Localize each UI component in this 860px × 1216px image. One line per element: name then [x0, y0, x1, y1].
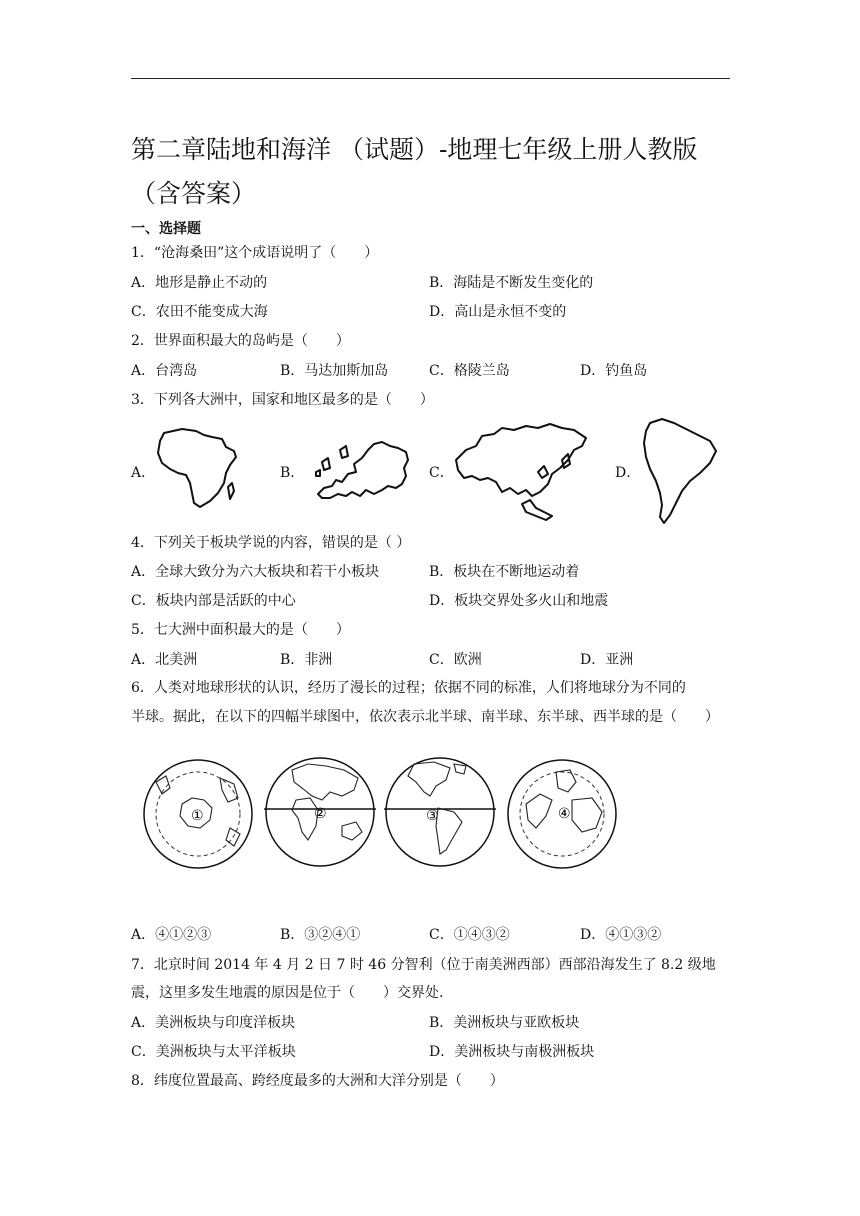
q5-option-d: D．亚洲: [580, 652, 634, 668]
header-rule: [131, 78, 730, 79]
q4-option-a: A．全球大致分为六大板块和若干小板块: [131, 564, 380, 580]
africa-outline-image: [152, 425, 242, 515]
q3-option-b: B．: [280, 465, 305, 481]
question-5-stem: 5．七大洲中面积最大的是（ ）: [131, 622, 350, 638]
europe-outline-image: [312, 438, 412, 500]
q1-option-d: D．高山是永恒不变的: [429, 304, 567, 320]
q1-option-c: C．农田不能变成大海: [131, 304, 268, 320]
q5-option-a: A．北美洲: [131, 652, 198, 668]
globe-1-south-pole-view: [142, 758, 254, 870]
question-7-stem-line1: 7．北京时间 2014 年 4 月 2 日 7 时 46 分智利（位于南美洲西部）西部沿海发生了 8.2 级地: [131, 957, 716, 973]
q1-option-a: A．地形是静止不动的: [131, 275, 268, 291]
section-heading: 一、选择题: [131, 221, 201, 237]
question-8-stem: 8．纬度位置最高、跨经度最多的大洲和大洋分别是（ ）: [131, 1073, 504, 1089]
asia-outline-image: [452, 420, 592, 524]
globe-1-label: ①: [191, 808, 204, 824]
question-3-stem: 3．下列各大洲中，国家和地区最多的是（ ）: [131, 392, 434, 408]
globe-4-label: ④: [558, 806, 571, 822]
globe-3-western-hemisphere: [384, 756, 496, 868]
q6-option-d: D．④①③②: [580, 927, 662, 943]
globe-2-label: ②: [314, 806, 327, 822]
doc-title-suffix: （含答案）: [131, 179, 257, 208]
q4-option-d: D．板块交界处多火山和地震: [429, 593, 609, 609]
question-1-stem: 1．“沧海桑田”这个成语说明了（ ）: [131, 245, 379, 261]
question-6-stem-line1: 6．人类对地球形状的认识，经历了漫长的过程；依据不同的标准，人们将地球分为不同的: [131, 680, 686, 696]
q3-option-c: C．: [429, 465, 454, 481]
south-america-outline-image: [640, 415, 720, 527]
question-7-stem-line2: 震，这里多发生地震的原因是位于（ ）交界处.: [131, 985, 444, 1001]
globe-2-eastern-hemisphere: [264, 756, 376, 868]
q2-option-c: C．格陵兰岛: [429, 363, 510, 379]
q4-option-c: C．板块内部是活跃的中心: [131, 593, 296, 609]
doc-title: 第二章陆地和海洋 （试题）-地理七年级上册人教版: [131, 135, 698, 164]
q1-option-b: B．海陆是不断发生变化的: [429, 275, 594, 291]
q2-option-a: A．台湾岛: [131, 363, 198, 379]
question-6-stem-line2: 半球。据此，在以下的四幅半球图中，依次表示北半球、南半球、东半球、西半球的是（ ）: [131, 709, 719, 725]
q3-option-d: D．: [615, 465, 641, 481]
q2-option-b: B．马达加斯加岛: [280, 363, 389, 379]
q7-option-c: C．美洲板块与太平洋板块: [131, 1044, 296, 1060]
q5-option-b: B．非洲: [280, 652, 333, 668]
question-2-stem: 2．世界面积最大的岛屿是（ ）: [131, 333, 350, 349]
q7-option-b: B．美洲板块与亚欧板块: [429, 1015, 580, 1031]
q5-option-c: C．欧洲: [429, 652, 482, 668]
q6-option-a: A．④①②③: [131, 927, 212, 943]
question-4-stem: 4．下列关于板块学说的内容，错误的是（ ）: [131, 535, 411, 551]
q3-option-a: A．: [131, 465, 156, 481]
q4-option-b: B．板块在不断地运动着: [429, 564, 580, 580]
q2-option-d: D．钓鱼岛: [580, 363, 648, 379]
q7-option-d: D．美洲板块与南极洲板块: [429, 1044, 595, 1060]
q7-option-a: A．美洲板块与印度洋板块: [131, 1015, 296, 1031]
globe-4-north-pole-view: [506, 758, 618, 870]
globe-3-label: ③: [426, 808, 439, 824]
q6-option-c: C．①④③②: [429, 927, 510, 943]
q6-option-b: B．③②④①: [280, 927, 361, 943]
